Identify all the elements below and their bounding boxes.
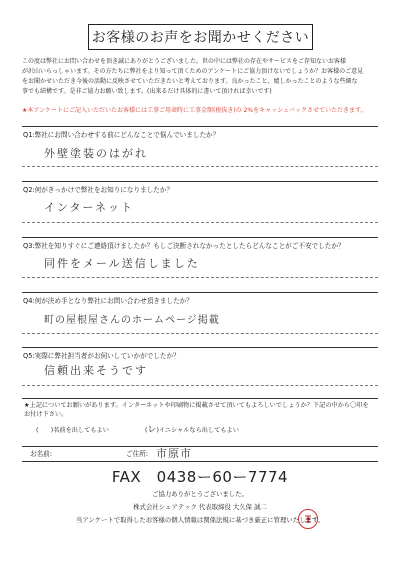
check-mark: レ [147, 425, 157, 435]
answer-line [22, 277, 378, 278]
divider [22, 292, 378, 293]
privacy-notice: 当アンケートで取得したお客様の個人情報は関係法規に基づき厳正に管理いたします。 [75, 516, 325, 524]
divider [22, 181, 378, 182]
answer-line [22, 333, 378, 334]
paren-open: ( [145, 427, 148, 434]
question-3-label: Q3:弊社を知りすぐにご連絡頂けましたか？もしご決断されなかったとしたらどんなことがご不安でしたか？ [23, 242, 345, 250]
question-2-label: Q2:何がきっかけで弊社をお知りになりましたか？ [23, 186, 174, 194]
address-label: ご住所: [126, 450, 149, 458]
divider [22, 446, 378, 447]
thanks-text: ご協力ありがとうございました。 [152, 490, 248, 498]
question-5-answer[interactable]: 信頼出来そうです [44, 364, 148, 377]
question-4-answer[interactable]: 町の屋根屋さんのホームページ掲載 [44, 315, 220, 326]
question-5-label: Q5:実際に弊社担当者がお伺いしていかがでしたか？ [23, 352, 180, 360]
divider [22, 237, 378, 238]
paren-close: ) [156, 427, 159, 434]
question-2-answer[interactable]: インターネット [44, 201, 135, 214]
intro-line: が沢山いらっしゃいます。その方たちに弊社をより知って頂くためのアンケートにご協力頂けないでしょうか？お客様のご意見 [22, 68, 364, 75]
consent-option-name[interactable]: ( )名前を出してもよい [36, 427, 109, 434]
fax-number: FAX 0438ー60ー7774 [111, 468, 289, 486]
consent-line: お付け下さい。 [24, 411, 68, 418]
address-value[interactable]: 市原市 [156, 447, 192, 460]
divider [22, 126, 378, 127]
divider [22, 398, 378, 399]
intro-line: をお聞かせいただき今後の活動に反映させていただきたいと考えております。良かったこと、嬉しかったことのような些細な [22, 78, 358, 85]
page-title: お客様のお声をお聞かせください [88, 24, 313, 50]
answer-line [22, 222, 378, 223]
consent-line: ★上記についてお願いがあります。インターネットや印刷物に掲載させて頂いてもよろしいでしょうか？下記の中から〇印を [24, 402, 369, 409]
question-3-answer[interactable]: 同件をメール送信しました [44, 257, 200, 270]
divider [22, 461, 378, 462]
company-name: 株式会社シェアテック 代表取締役 大久保 誠二 [133, 503, 267, 511]
cashback-notice: ★本アンケートにご記入いただいたお客様には工事ご用命時に工事金額(税抜き)の 2%をキャッシュバックさせていただきます。 [22, 107, 367, 114]
answer-line [22, 385, 378, 386]
intro-text [22, 57, 384, 97]
name-label: お名前: [30, 450, 53, 458]
consent-request [24, 401, 380, 419]
intro-line: この度は弊社にお問い合わせを頂き誠にありがとうございました。世の中には弊社の存在やサービスをご存知ないお客様 [22, 58, 347, 65]
consent-option-label: イニシャルなら出してもよい [158, 427, 239, 434]
question-1-label: Q1:弊社にお問い合わせする前にどんなことで悩んでいましたか？ [23, 131, 220, 139]
question-4-label: Q4:何が決め手となり弊社にお問い合わせ頂きましたか？ [23, 297, 193, 305]
intro-line: 事でも結構です。是非ご協力お願い致します。(出来るだけ具体的に書いて頂ければ幸いです) [22, 88, 272, 95]
consent-option-initials[interactable] [145, 426, 239, 435]
divider [22, 347, 378, 348]
question-1-answer[interactable]: 外壁塗装のはがれ [44, 147, 148, 160]
answer-line [22, 166, 378, 167]
